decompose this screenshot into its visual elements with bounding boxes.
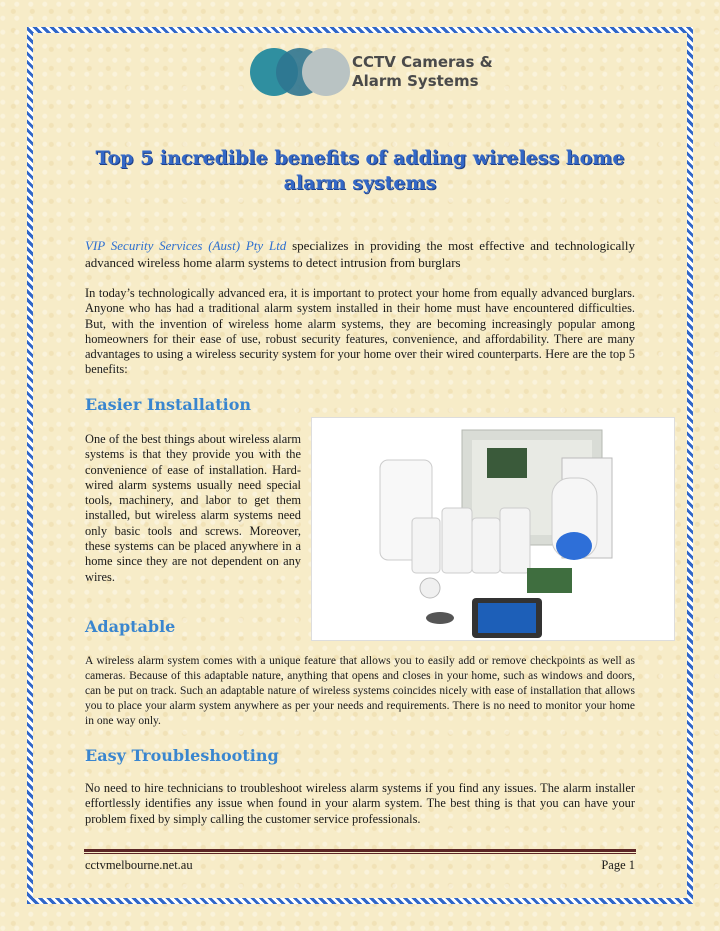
heading-adaptable: Adaptable [85,617,176,636]
overview-paragraph: In today’s technologically advanced era, it is important to protect your home from equally advanced burglars. Anyone who has had a traditional alarm system installed in their home must have encountered difficulties. But, with the invention of wireless home alarm systems, they are becoming increasingly popular among homeowners for their ease of use, robust security features, convenience, and affordability. There are many advantages to using a wireless security system for your home over their wired counterparts. Here are the top 5 benefits: [85,286,635,377]
heading-easier-installation: Easier Installation [85,395,252,414]
footer-divider [84,849,636,852]
logo-line-1: CCTV Cameras & [352,53,493,71]
intro-paragraph [85,237,635,271]
logo-text [352,53,512,91]
footer-divider-thin [84,853,636,854]
paragraph-easy-troubleshooting: No need to hire technicians to troubleshoot wireless alarm systems if you find any issues. The alarm installer effortlessly identifies any issue when found in your alarm system. The best thing is that you can have your problem fixed by simply calling the customer service professionals. [85,781,635,826]
logo-line-2: Alarm Systems [352,72,479,90]
logo-circle-icon [302,48,350,96]
footer-page-number: Page 1 [601,858,635,872]
page-title: Top 5 incredible benefits of adding wireless home alarm systems [95,147,625,194]
paragraph-easier-installation: One of the best things about wireless alarm systems is that they provide you with the convenience of ease of installation. Hard-wired alarm systems usually need special tools, machinery, and labor to get them installed, but wireless alarm systems need only basic tools and screws. Moreover, these systems can be placed anywhere in a home since they are not dependent on any wires. [85,432,301,584]
company-name: VIP Security Services (Aust) Pty Ltd [85,238,287,253]
paragraph-adaptable: A wireless alarm system comes with a unique feature that allows you to easily add or remove checkpoints as well as cameras. Because of this adaptable nature, anything that opens and closes in your home, such as windows and doors, can be put on track. Such an adaptable nature of wireless systems coincides nicely with ease of installation that allows you to place your alarm system anywhere as per your needs and requirements. There is no need to monitor your home in one way only. [85,655,635,727]
intro-text: specializes in providing the most effective and technologically advanced wireless home alarm systems to detect intrusion from burglars [85,238,635,270]
alarm-products-image [311,417,675,641]
footer-website: cctvmelbourne.net.au [85,858,193,872]
heading-easy-troubleshooting: Easy Troubleshooting [85,746,279,765]
